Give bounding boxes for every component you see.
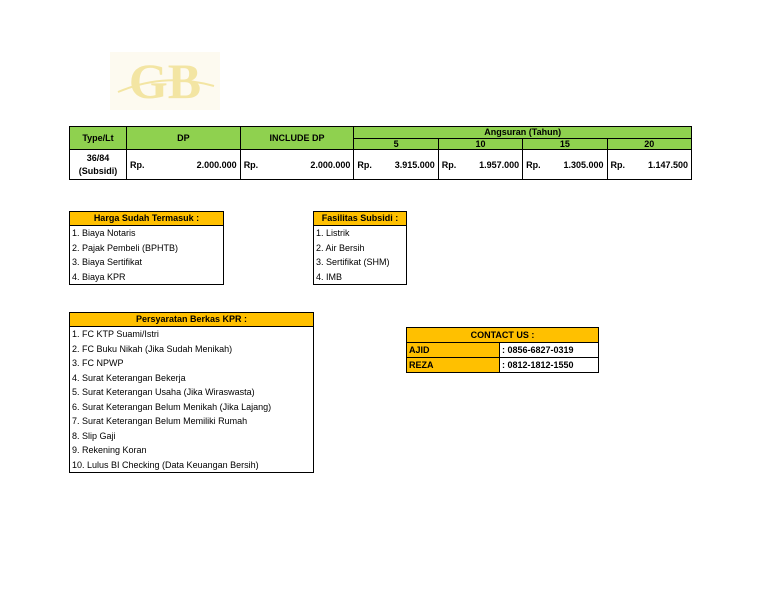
contact-name: AJID (407, 343, 500, 358)
contact-phone: : 0856-6827-0319 (500, 343, 599, 358)
contact-title: CONTACT US : (407, 328, 599, 343)
harga-item: 3. Biaya Sertifikat (72, 257, 143, 267)
fasilitas-item: 3. Sertifikat (SHM) (316, 257, 390, 267)
dp-value: 2.000.000 (162, 150, 240, 180)
gb-logo (110, 52, 220, 110)
angsuran-15-value: 1.305.000 (549, 150, 607, 180)
persyaratan-item: 5. Surat Keterangan Usaha (Jika Wiraswasta) (72, 387, 255, 397)
header-year-20: 20 (607, 138, 691, 150)
fasilitas-title: Fasilitas Subsidi : (314, 212, 406, 226)
persyaratan-item: 3. FC NPWP (72, 358, 124, 368)
angsuran-10-currency: Rp. (438, 150, 464, 180)
contact-name: REZA (407, 358, 500, 373)
header-year-5: 5 (354, 138, 438, 150)
include-dp-currency: Rp. (240, 150, 275, 180)
persyaratan-item: 6. Surat Keterangan Belum Menikah (Jika Lajang) (72, 401, 272, 412)
harga-item: 2. Pajak Pembeli (BPHTB) (72, 242, 179, 253)
fasilitas-box (313, 211, 407, 285)
persyaratan-item: 1. FC KTP Suami/Istri (72, 329, 159, 339)
fasilitas-item: 2. Air Bersih (316, 242, 365, 253)
header-include-dp: INCLUDE DP (240, 127, 354, 150)
logo-text: GB (128, 53, 202, 109)
contact-table (406, 327, 599, 373)
angsuran-15-currency: Rp. (523, 150, 549, 180)
persyaratan-item: 10. Lulus BI Checking (Data Keuangan Bersih) (72, 459, 259, 470)
price-table (69, 126, 692, 180)
type-cell (70, 150, 127, 180)
fasilitas-item: 1. Listrik (316, 228, 350, 238)
angsuran-20-value: 1.147.500 (633, 150, 691, 180)
persyaratan-title: Persyaratan Berkas KPR : (70, 313, 313, 327)
persyaratan-item: 9. Rekening Koran (72, 445, 147, 455)
persyaratan-item: 2. FC Buku Nikah (Jika Sudah Menikah) (72, 343, 233, 354)
header-dp: DP (127, 127, 241, 150)
harga-item: 1. Biaya Notaris (72, 228, 136, 238)
harga-item: 4. Biaya KPR (72, 271, 126, 282)
harga-title: Harga Sudah Termasuk : (70, 212, 223, 226)
angsuran-5-value: 3.915.000 (380, 150, 438, 180)
persyaratan-item: 4. Surat Keterangan Bekerja (72, 372, 186, 383)
angsuran-10-value: 1.957.000 (465, 150, 523, 180)
harga-box (69, 211, 224, 285)
header-angsuran: Angsuran (Tahun) (354, 127, 692, 139)
header-year-10: 10 (438, 138, 522, 150)
angsuran-5-currency: Rp. (354, 150, 380, 180)
header-type: Type/Lt (70, 127, 127, 150)
type-size: 36/84 (86, 152, 110, 163)
type-subsidi: (Subsidi) (78, 165, 118, 176)
angsuran-20-currency: Rp. (607, 150, 633, 180)
fasilitas-item: 4. IMB (316, 271, 343, 282)
header-year-15: 15 (523, 138, 607, 150)
persyaratan-item: 8. Slip Gaji (72, 430, 116, 441)
persyaratan-box (69, 312, 314, 473)
include-dp-value: 2.000.000 (276, 150, 354, 180)
persyaratan-item: 7. Surat Keterangan Belum Memiliki Rumah (72, 416, 248, 426)
contact-phone: : 0812-1812-1550 (500, 358, 599, 373)
dp-currency: Rp. (127, 150, 162, 180)
